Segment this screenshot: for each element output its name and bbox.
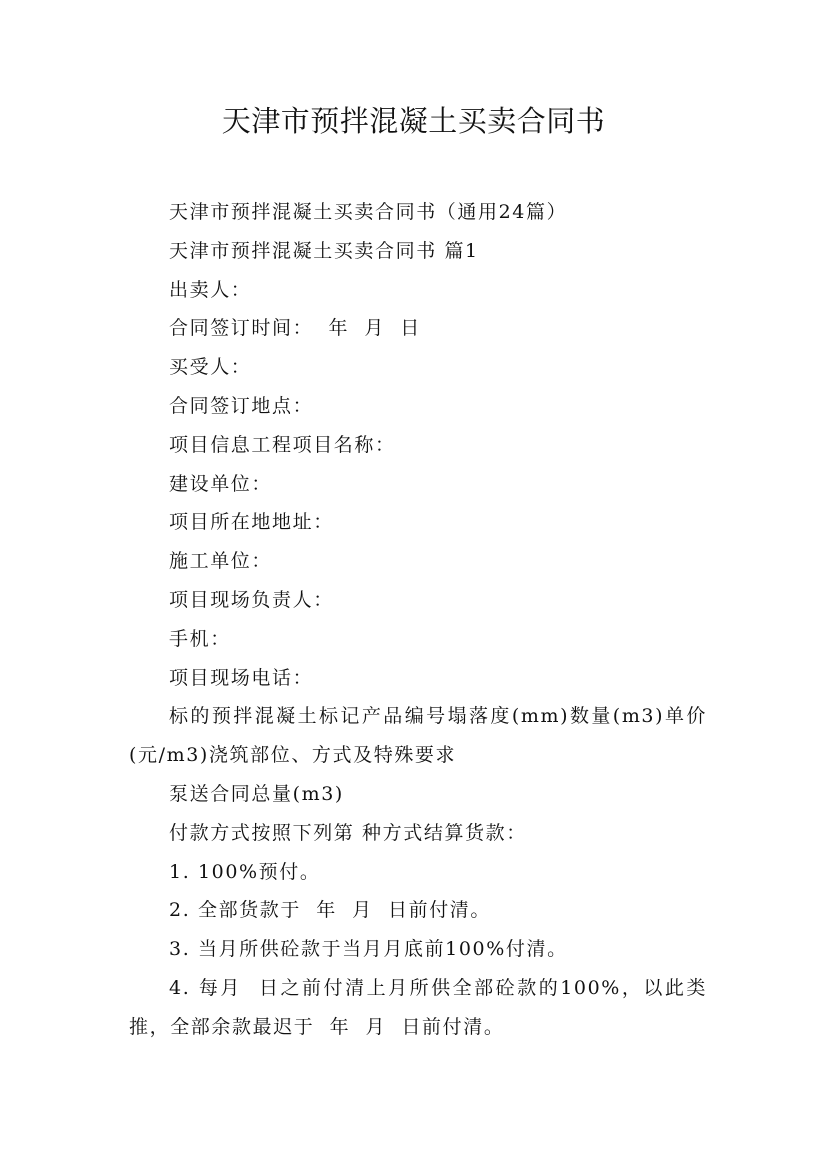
paragraph-pump-total: 泵送合同总量(m3) <box>169 782 344 805</box>
paragraph-project-address: 项目所在地地址： <box>169 511 334 534</box>
paragraph-sign-place: 合同签订地点： <box>169 394 314 417</box>
paragraph-buyer: 买受人： <box>169 356 252 379</box>
paragraph-subtitle: 天津市预拌混凝土买卖合同书（通用24篇） <box>169 201 568 223</box>
paragraph-mobile: 手机： <box>169 627 231 650</box>
paragraph-seller: 出卖人： <box>169 278 252 301</box>
paragraph-payment-method: 付款方式按照下列第 种方式结算货款： <box>169 821 527 844</box>
paragraph-payment-option-1: 1. 100%预付。 <box>169 860 321 883</box>
paragraph-payment-option-3: 3. 当月所供砼款于当月月底前100%付清。 <box>169 938 568 961</box>
paragraph-site-phone: 项目现场电话： <box>169 666 314 689</box>
paragraph-product-spec: 标的预拌混凝土标记产品编号塌落度(mm)数量(m3)单价(元/m3)浇筑部位、方式及特殊要求 <box>129 705 707 767</box>
paragraph-section-heading: 天津市预拌混凝土买卖合同书 篇1 <box>169 239 479 262</box>
paragraph-project-name: 项目信息工程项目名称： <box>169 433 396 456</box>
document-body <box>129 193 707 1047</box>
document-title: 天津市预拌混凝土买卖合同书 <box>221 104 606 138</box>
paragraph-site-manager: 项目现场负责人： <box>169 588 334 611</box>
paragraph-construction-unit: 建设单位： <box>169 472 273 495</box>
paragraph-builder: 施工单位： <box>169 550 273 573</box>
paragraph-payment-option-4: 4. 每月 日之前付清上月所供全部砼款的100%，以此类推，全部余款最迟于 年 月 日前付清。 <box>129 976 707 1038</box>
paragraph-sign-date: 合同签订时间： 年 月 日 <box>169 317 421 340</box>
paragraph-payment-option-2: 2. 全部货款于 年 月 日前付清。 <box>169 899 492 922</box>
